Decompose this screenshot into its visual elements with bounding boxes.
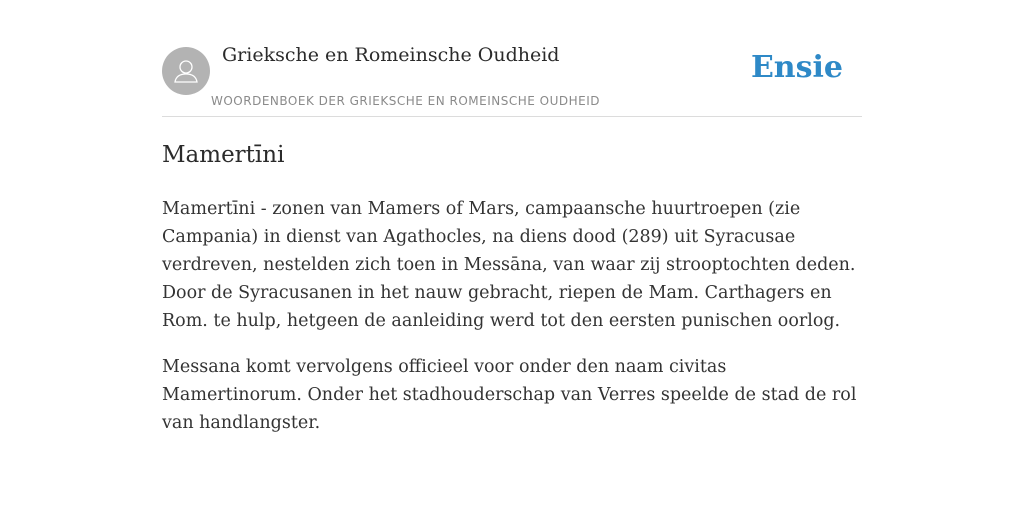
dictionary-title[interactable]: Grieksche en Romeinsche Oudheid [222, 44, 560, 66]
user-icon [171, 56, 201, 86]
entry-title: Mamertīni [162, 142, 285, 168]
dictionary-subtitle: WOORDENBOEK DER GRIEKSCHE EN ROMEINSCHE OUDHEID [211, 94, 601, 108]
entry-content [162, 139, 862, 455]
entry-paragraph-1: Mamertīni - zonen van Mamers of Mars, campaansche huurtroepen (zie Campania) in dienst van Agathocles, na diens dood (289) uit Syracusae verdreven, nestelden zich toen in Messāna, van waar zij strooptochten deden. Door de Syracusanen in het nauw gebracht, riepen de Mam. Carthagers en Rom. te hulp, hetgeen de aanleiding werd tot den eersten punischen oorlog. [162, 199, 856, 331]
entry-paragraph-2: Messana komt vervolgens officieel voor onder den naam civitas Mamertinorum. Onder het stadhouderschap van Verres speelde de stad de rol van handlangster. [162, 357, 857, 433]
avatar[interactable] [162, 47, 210, 95]
header [162, 44, 862, 117]
ensie-logo[interactable]: Ensie [750, 50, 843, 85]
